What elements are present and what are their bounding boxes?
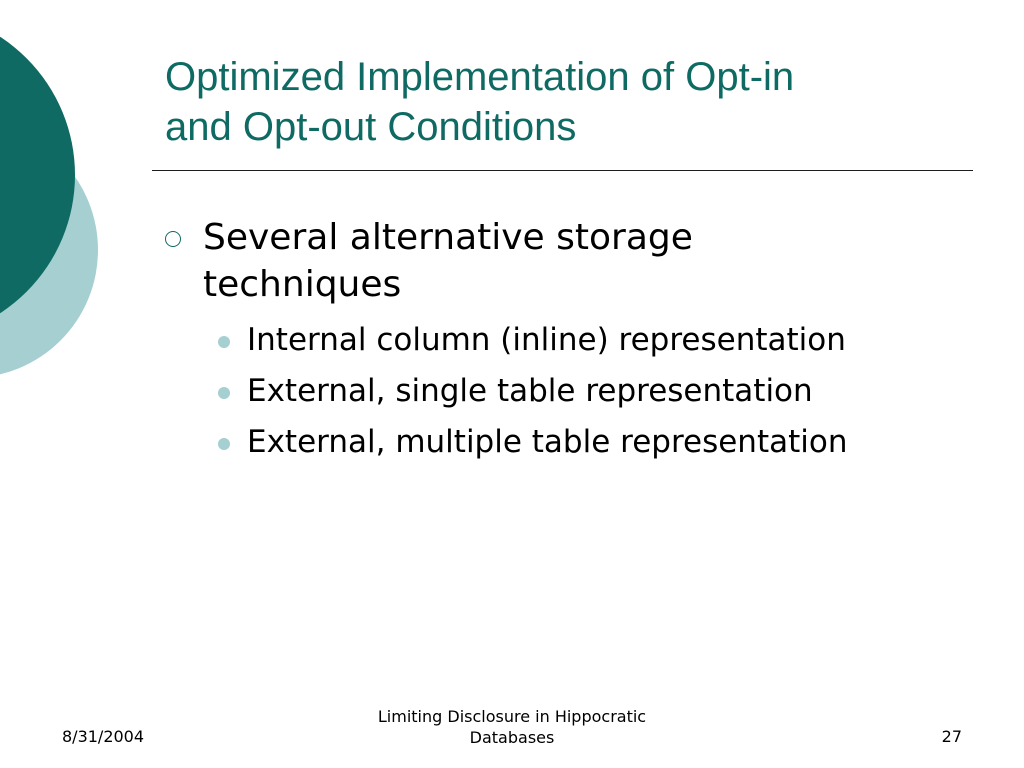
slide-title xyxy=(165,52,985,152)
dot-bullet-icon xyxy=(218,336,230,348)
sub-bullet-text: Internal column (inline) representation xyxy=(247,322,846,358)
main-bullet-line-1: Several alternative storage xyxy=(203,217,693,258)
page-number: 27 xyxy=(941,727,962,746)
bullet-list xyxy=(160,214,980,468)
sub-bullet-item xyxy=(160,315,980,366)
sub-bullet-text: External, multiple table representation xyxy=(247,424,848,460)
decorative-circles xyxy=(0,0,110,420)
footer-title xyxy=(362,706,662,748)
sub-bullet-list xyxy=(160,315,980,468)
hollow-circle-bullet-icon xyxy=(165,231,181,247)
slide-title-line-2: and Opt-out Conditions xyxy=(165,105,577,149)
dot-bullet-icon xyxy=(218,387,230,399)
footer-date: 8/31/2004 xyxy=(62,727,145,746)
sub-bullet-text: External, single table representation xyxy=(247,373,813,409)
main-bullet-line-2: techniques xyxy=(203,264,402,305)
slide-title-line-1: Optimized Implementation of Opt-in xyxy=(165,55,795,99)
footer-title-line-2: Databases xyxy=(469,728,555,747)
main-bullet-item xyxy=(160,214,980,308)
title-divider xyxy=(152,170,973,171)
sub-bullet-item xyxy=(160,366,980,417)
dot-bullet-icon xyxy=(218,438,230,450)
sub-bullet-item xyxy=(160,417,980,468)
footer-title-line-1: Limiting Disclosure in Hippocratic xyxy=(377,707,647,726)
